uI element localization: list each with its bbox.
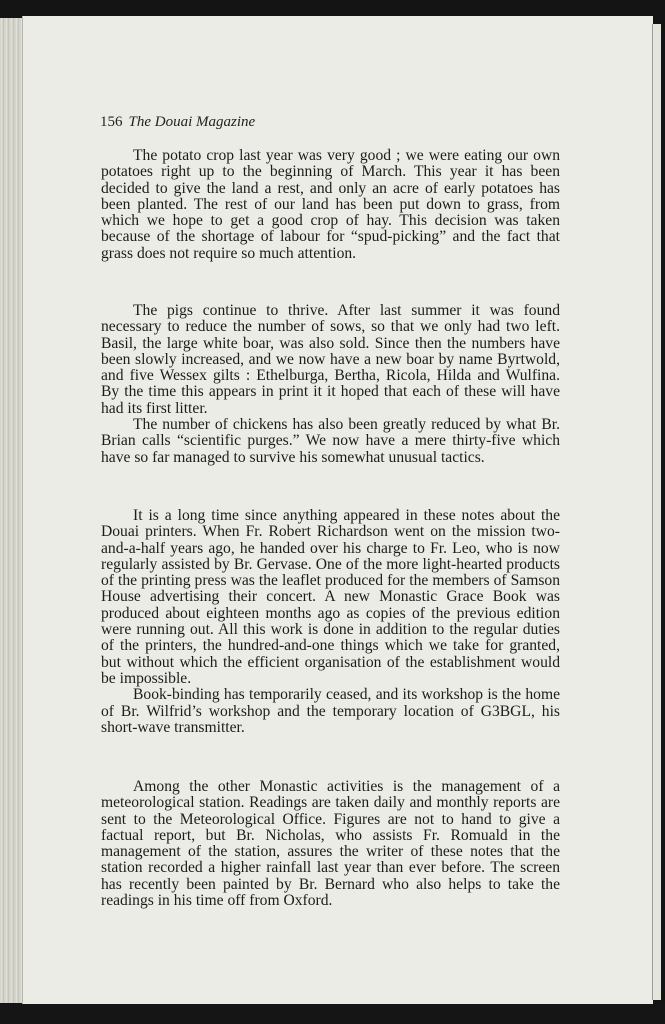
section-meteorology bbox=[101, 779, 560, 909]
running-header bbox=[100, 114, 255, 131]
magazine-title: The Douai Magazine bbox=[128, 114, 256, 130]
paragraph: The number of chickens has also been greatly reduced by what Br. Brian calls “scientific purges.” We now have a mere thirty-five which have so far managed to survive his somewhat unusual tactics. bbox=[101, 416, 560, 466]
paragraph: The potato crop last year was very good ; we were eating our own potatoes right up to the beginning of March. This year it has been decided to give the land a rest, and only an acre of early potatoes has been planted. The rest of our land has been put down to grass, from which we hope to get a good crop of hay. This decision was taken because of the shortage of labour for “spud-picking” and the fact that grass does not require so much attention. bbox=[101, 147, 560, 262]
paragraph: The pigs continue to thrive. After last summer it was found necessary to reduce the number of sows, so that we only had two left. Basil, the large white boar, was also sold. Since then the numbers have been slowly increased, and we now have a new boar by name Byrtwold, and five Wessex gilts : Ethelburga, Bertha, Ricola, Hilda and Wulfina. By the time this appears in print it it hoped that each of these will have had its first litter. bbox=[101, 302, 560, 417]
book-right-edge bbox=[652, 24, 661, 1000]
scan-bottom-band bbox=[0, 1004, 665, 1024]
paragraph: Among the other Monastic activities is the management of a meteorological station. Readings are taken daily and monthly reports are sent to the Meteorological Office. Figures are not to hand to give a factual report, but Br. Nicholas, who assists Fr. Romuald in the management of the station, assures the writer of these notes that the station recorded a higher rainfall last year than ever before. The screen has recently been painted by Br. Bernard who also helps to take the readings in his time off from Oxford. bbox=[101, 778, 560, 910]
section-printers bbox=[101, 508, 560, 736]
section-potatoes bbox=[101, 148, 560, 262]
page-number: 156 bbox=[100, 114, 123, 130]
paragraph: It is a long time since anything appeared in these notes about the Douai printers. When Fr. Robert Richardson went on the mission two-and-a-half years ago, he handed over his charge to Fr. Leo, who is now regularly assisted by Br. Gervase. One of the more light-hearted products of the printing press was the leaflet produced for the members of Samson House advertising their concert. A new Monastic Grace Book was produced about eighteen months ago as copies of the previous edition were running out. All this work is done in addition to the regular duties of the printers, the hundred-and-one things which we take for granted, but without which the efficient organisation of the establishment would be impossible. bbox=[101, 507, 560, 687]
section-livestock bbox=[101, 303, 560, 466]
paragraph: Book-binding has temporarily ceased, and its workshop is the home of Br. Wilfrid’s workshop and the temporary location of G3BGL, his short-wave transmitter. bbox=[101, 686, 560, 736]
